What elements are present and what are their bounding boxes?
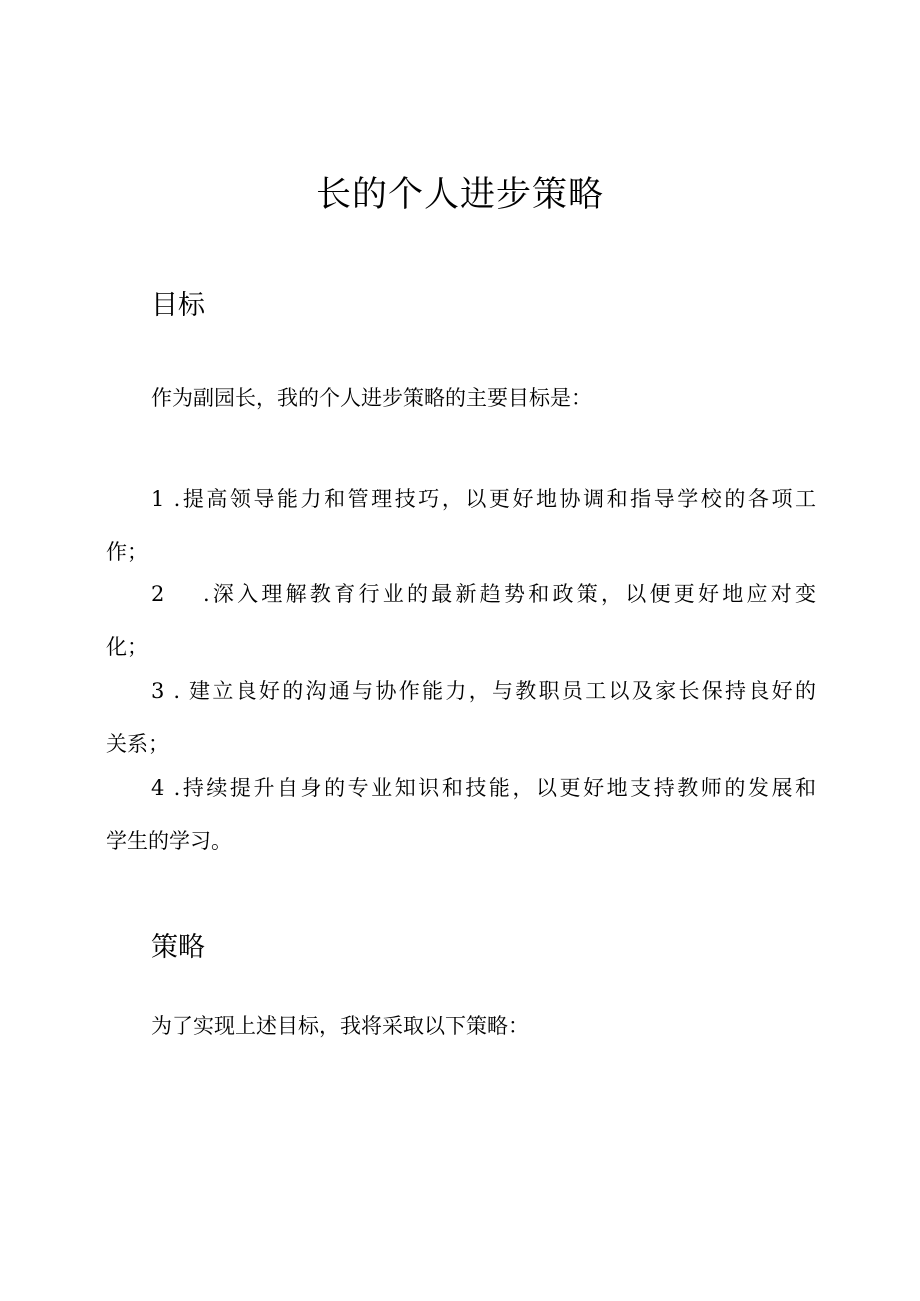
goal-item-3-continuation: 关系； — [106, 732, 169, 756]
goal-item-2-continuation: 化； — [106, 635, 148, 659]
goal-item-3-number: 3 — [151, 679, 165, 703]
goal-item-2-text: .深入理解教育行业的最新趋势和政策，以便更好地应对变 — [203, 582, 816, 606]
goal-item-2-first-line — [106, 568, 816, 621]
goal-item-2 — [106, 568, 816, 674]
goal-item-1 — [106, 473, 816, 579]
strategy-intro-paragraph: 为了实现上述目标，我将采取以下策略： — [151, 1014, 529, 1038]
goal-item-4-number: 4 — [151, 776, 165, 800]
goals-intro-paragraph: 作为副园长，我的个人进步策略的主要目标是： — [151, 386, 592, 410]
goal-item-3-text: . 建立良好的沟通与协作能力，与教职员工以及家长保持良好的 — [173, 679, 816, 703]
section-heading-goals: 目标 — [151, 290, 205, 321]
document-title: 长的个人进步策略 — [315, 175, 604, 215]
goal-item-1-number: 1 — [151, 487, 165, 511]
goal-item-2-number: 2 — [151, 582, 165, 606]
goal-item-1-continuation: 作； — [106, 540, 148, 564]
goal-item-4-first-line — [106, 762, 816, 815]
goal-item-3 — [106, 665, 816, 771]
goal-item-1-text: .提高领导能力和管理技巧，以更好地协调和指导学校的各项工 — [173, 487, 816, 511]
section-heading-strategy: 策略 — [151, 932, 205, 963]
goal-item-1-first-line — [106, 473, 816, 526]
goal-item-4 — [106, 762, 816, 868]
goal-item-3-first-line — [106, 665, 816, 718]
goal-item-4-text: .持续提升自身的专业知识和技能，以更好地支持教师的发展和 — [173, 776, 816, 800]
goal-item-4-continuation: 学生的学习。 — [106, 829, 232, 853]
